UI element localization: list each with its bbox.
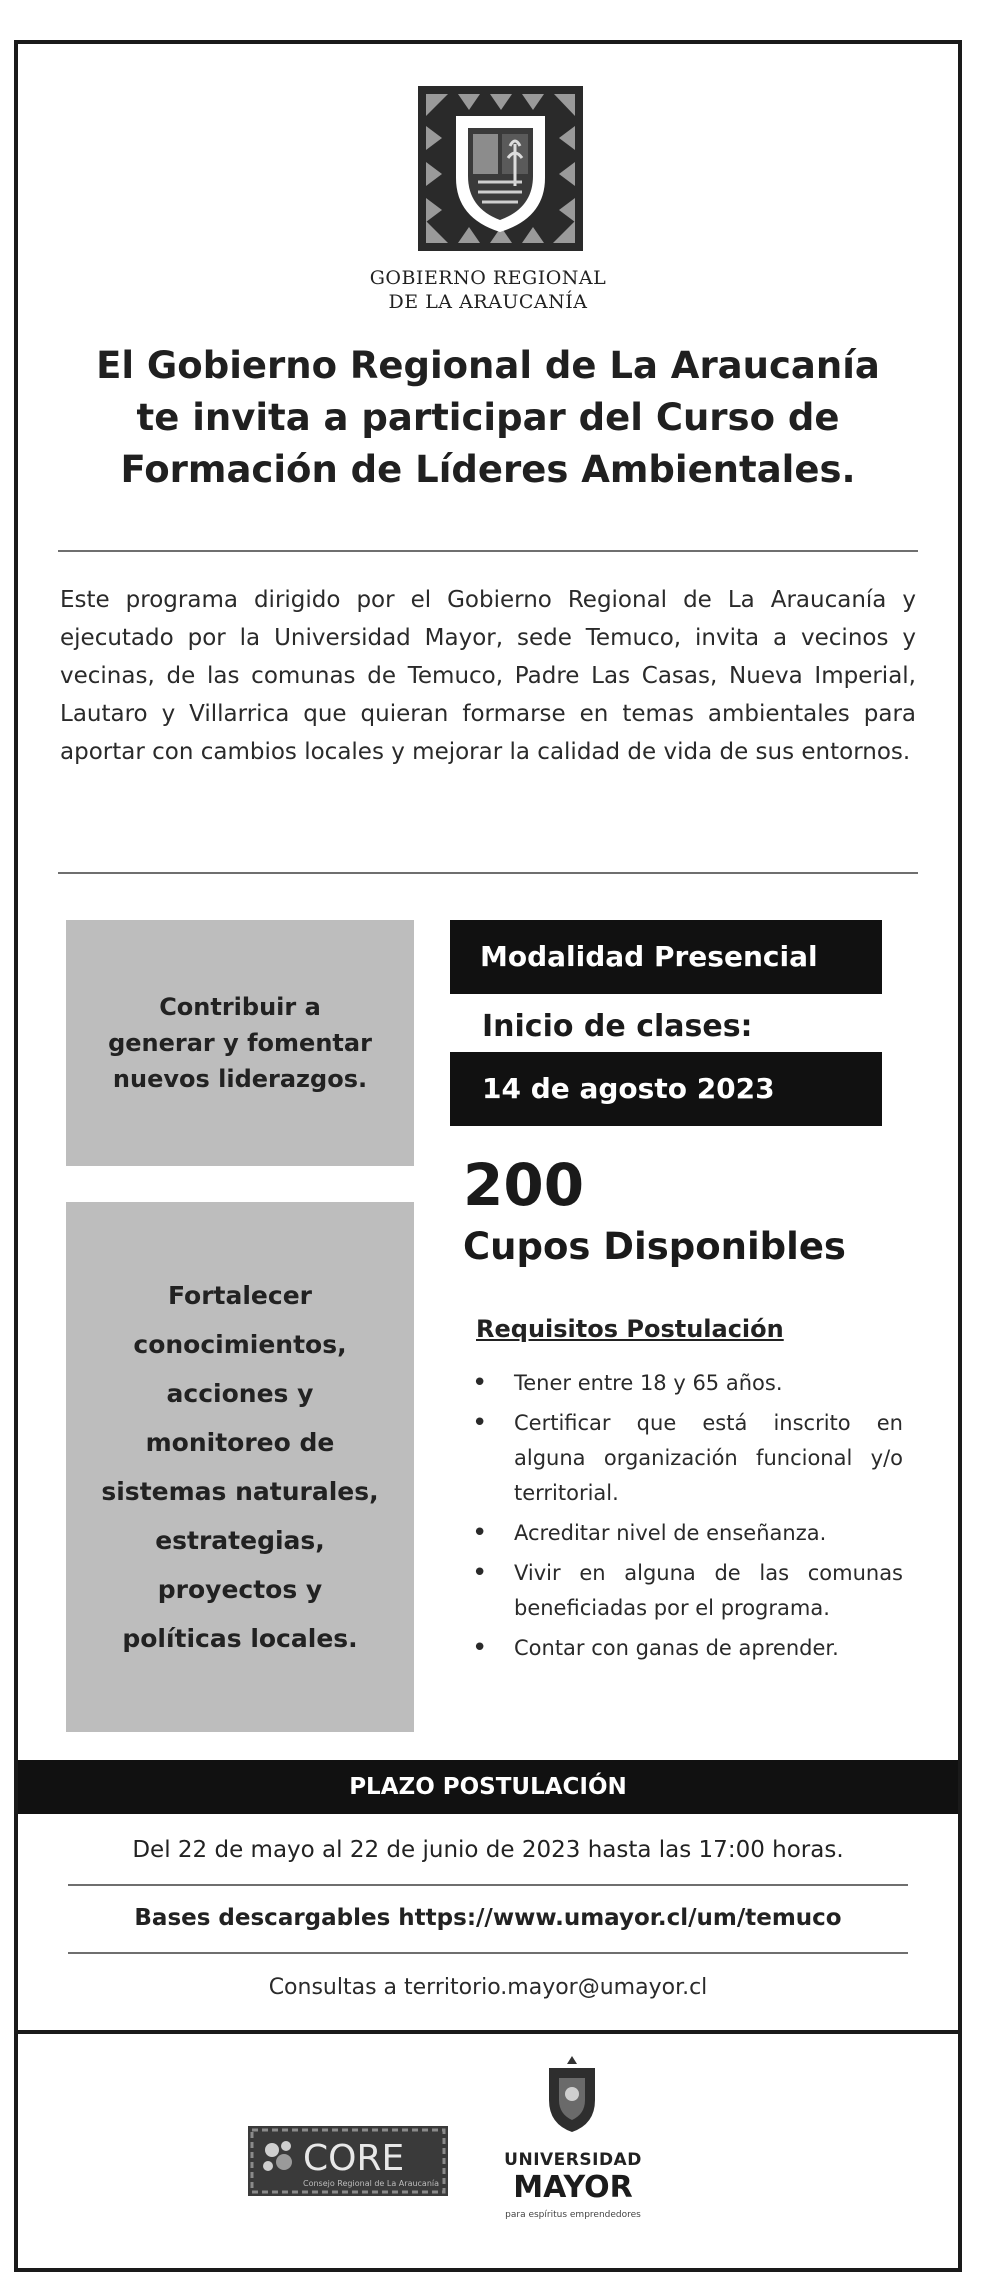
intro-paragraph: Este programa dirigido por el Gobierno Regional de La Araucanía y ejecutado por la Universidad Mayor, sede Temuco, invita a vecinos y vecinas, de las comunas de Temuco, Padre Las Casas, Nueva Imperial, Lautaro y Villarrica que quieran formarse en temas ambientales para aportar con cambios locales y mejorar la calidad de vida de sus entornos. [60, 587, 916, 765]
objective1-line: Contribuir a [159, 993, 321, 1021]
inicio-label: Inicio de clases: [482, 1009, 753, 1044]
plazo-banner: PLAZO POSTULACIÓN [18, 1760, 958, 1814]
requirement-item: • Certificar que está inscrito en alguna organización funcional y/o territorial. [468, 1406, 903, 1511]
org-name-line2: DE LA ARAUCANÍA [388, 291, 588, 313]
objective-box-leadership [66, 920, 414, 1166]
objective2-line: monitoreo de [145, 1428, 335, 1457]
requirement-item: • Tener entre 18 y 65 años. [468, 1366, 903, 1401]
requirement-item: • Acreditar nivel de enseñanza. [468, 1516, 903, 1551]
objective2-line: conocimientos, [133, 1330, 347, 1359]
objective-box-knowledge [66, 1202, 414, 1732]
headline-line2: te invita a participar del Curso de [136, 396, 840, 439]
flyer-frame [14, 40, 962, 2272]
umayor-line1: UNIVERSIDAD [504, 2150, 642, 2170]
divider-top [58, 550, 918, 552]
org-name [18, 266, 958, 314]
divider-plazo [68, 1884, 908, 1886]
requirements-title: Requisitos Postulación [476, 1315, 784, 1343]
objective2-line: proyectos y [157, 1575, 323, 1604]
requirements-list [468, 1366, 903, 1671]
objective2-line: Fortalecer [167, 1281, 312, 1310]
core-subtext: Consejo Regional de La Araucanía [303, 2179, 440, 2188]
universidad-mayor-logo [503, 2054, 643, 2279]
core-text: CORE [303, 2138, 405, 2179]
core-logo [248, 2126, 448, 2196]
divider-bases [68, 1952, 908, 1954]
headline-line1: El Gobierno Regional de La Araucanía [96, 344, 880, 387]
objective2-line: estrategias, [155, 1526, 325, 1555]
objective2-line: sistemas naturales, [101, 1477, 379, 1506]
objective2-line: acciones y [166, 1379, 314, 1408]
plazo-text: Del 22 de mayo al 22 de junio de 2023 hasta las 17:00 horas. [132, 1837, 844, 1863]
gobierno-regional-logo [418, 86, 583, 251]
objective2-line: políticas locales. [122, 1624, 358, 1653]
requirement-item: • Vivir en alguna de las comunas beneficiadas por el programa. [468, 1556, 903, 1626]
umayor-tagline: para espíritus emprendedores [505, 2210, 641, 2220]
cupos-number: 200 [463, 1151, 585, 1219]
headline-line3: Formación de Líderes Ambientales. [120, 448, 856, 491]
start-date-banner: 14 de agosto 2023 [450, 1052, 882, 1126]
cupos-label: Cupos Disponibles [463, 1225, 846, 1268]
modalidad-banner: Modalidad Presencial [450, 920, 882, 994]
objective1-line: nuevos liderazgos. [112, 1065, 368, 1093]
crest-icon [541, 2054, 603, 2134]
umayor-line2: MAYOR [513, 2170, 633, 2205]
headline [18, 340, 958, 496]
bases-link[interactable]: Bases descargables https://www.umayor.cl/um/temuco [134, 1905, 842, 1931]
objective1-line: generar y fomentar [108, 1029, 372, 1057]
divider-footer [18, 2030, 958, 2034]
divider-mid [58, 872, 918, 874]
org-name-line1: GOBIERNO REGIONAL [369, 267, 607, 289]
consultas-email[interactable]: Consultas a territorio.mayor@umayor.cl [268, 1975, 708, 2000]
requirement-item: • Contar con ganas de aprender. [468, 1631, 903, 1666]
